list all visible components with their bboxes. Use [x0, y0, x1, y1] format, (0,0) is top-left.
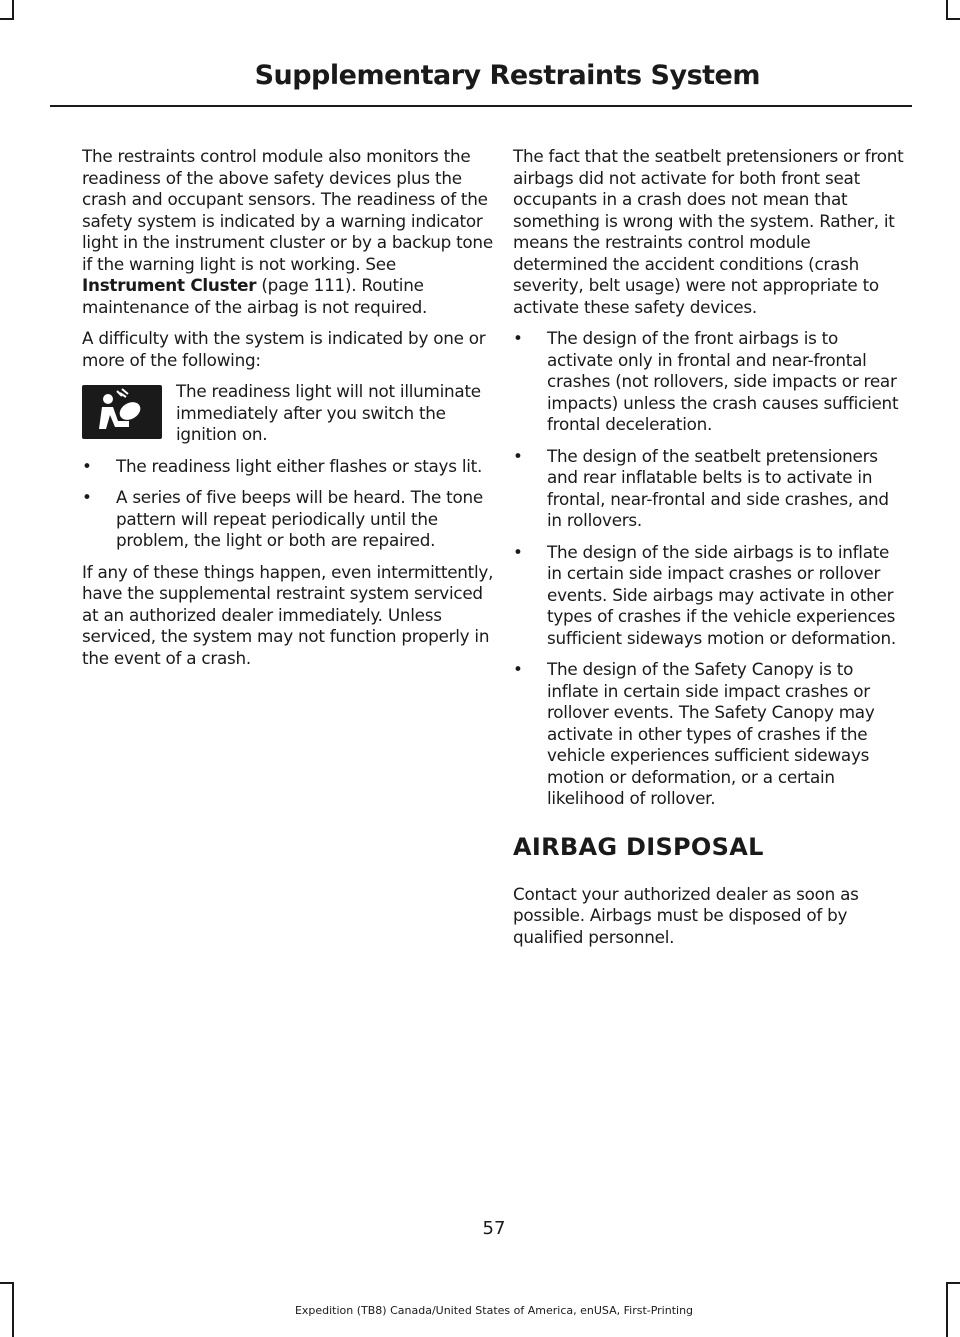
- crop-mark: [946, 1282, 960, 1284]
- crop-mark: [0, 18, 14, 20]
- symptom-list: [82, 456, 500, 552]
- icon-description: The readiness light will not illuminate immediately after you switch the ignition on.: [176, 381, 481, 444]
- list-item-text: The design of the seatbelt pretensioners and rear inflatable belts is to activate in frontal, near-frontal and side crashes, and in rollovers.: [547, 445, 889, 530]
- paragraph: Contact your authorized dealer as soon as possible. Airbags must be disposed of by qualified personnel.: [513, 883, 859, 947]
- list-item-text: The readiness light either flashes or stays lit.: [116, 455, 483, 476]
- crop-mark: [946, 18, 960, 20]
- bullet: •: [513, 328, 523, 348]
- left-column: [82, 146, 500, 679]
- page-number: 57: [482, 1218, 506, 1239]
- right-column: [513, 146, 908, 958]
- section-heading: AIRBAG DISPOSAL: [513, 832, 764, 861]
- cross-reference-link[interactable]: Instrument Cluster: [82, 275, 257, 295]
- list-item: [82, 487, 500, 552]
- warning-light-row: [82, 381, 500, 446]
- list-item-text: The design of the side airbags is to inflate in certain side impact crashes or rollover events. Side airbags may activate in other types of crashes if the vehicle experiences sufficient sideways motion or deformation.: [547, 541, 896, 648]
- text: The restraints control module also monitors the readiness of the above safety devices plus the crash and occupant sensors. The readiness of the safety system is indicated by a warning indicator light in the instrument cluster or by a backup tone if the warning light is not working. See: [82, 146, 493, 274]
- crop-mark: [12, 0, 14, 20]
- bullet: •: [513, 541, 523, 562]
- paragraph: [82, 146, 500, 318]
- crop-mark: [946, 0, 948, 20]
- bullet: •: [82, 487, 92, 507]
- list-item: [513, 542, 908, 650]
- list-item-text: The design of the Safety Canopy is to inflate in certain side impact crashes or rollover events. The Safety Canopy may activate in other types of crashes if the vehicle experiences sufficient sideways motion or deformation, or a certain likelihood of rollover.: [547, 659, 875, 808]
- bullet: •: [82, 455, 92, 476]
- bullet: •: [513, 445, 523, 466]
- paragraph: The fact that the seatbelt pretensioners or front airbags did not activate for both front seat occupants in a crash does not mean that something is wrong with the system. Rather, it means the restraints control module determined the accident conditions (crash severity, belt usage) were not appropriate to activate these safety devices.: [513, 146, 904, 317]
- list-item: [513, 659, 908, 810]
- bullet: •: [513, 659, 523, 679]
- text: (page 111). Routine maintenance of the airbag is not required.: [82, 275, 428, 317]
- crop-mark: [0, 1282, 14, 1284]
- design-list: [513, 328, 908, 810]
- list-item: [513, 328, 908, 436]
- list-item: [513, 446, 908, 532]
- paragraph: A difficulty with the system is indicated by one or more of the following:: [82, 328, 486, 370]
- airbag-warning-icon: [82, 385, 162, 439]
- list-item-text: The design of the front airbags is to activate only in frontal and near-frontal crashes (not rollovers, side impacts or rear impacts) unless the crash causes sufficient frontal deceleration.: [547, 328, 899, 434]
- paragraph: If any of these things happen, even intermittently, have the supplemental restraint system serviced at an authorized dealer immediately. Unless serviced, the system may not function properly in the event of a crash.: [82, 561, 494, 668]
- footer-text: Expedition (TB8) Canada/United States of America, enUSA, First-Printing: [294, 1304, 694, 1317]
- list-item: [82, 456, 500, 478]
- header-divider: [50, 105, 912, 107]
- list-item-text: A series of five beeps will be heard. The tone pattern will repeat periodically until the problem, the light or both are repaired.: [116, 487, 483, 550]
- page-title: Supplementary Restraints System: [254, 60, 760, 91]
